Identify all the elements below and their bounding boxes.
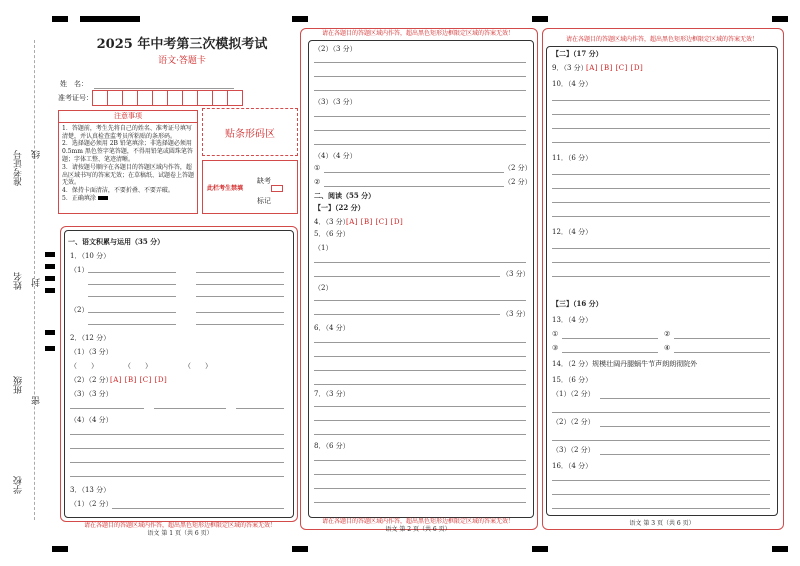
q13-label: 13．（4 分） [552, 316, 593, 324]
q3-label: 3．（13 分） [70, 486, 111, 494]
ticket-digit-box[interactable] [182, 90, 198, 106]
q9-label: 9．（3 分） [552, 64, 588, 72]
q5-2-label: （2） [314, 284, 333, 292]
q15-3-label: （3）（2 分） [552, 446, 595, 454]
answer-line[interactable] [236, 408, 284, 409]
q1-4-sub-label: （4）（4 分） [314, 152, 357, 160]
answer-line[interactable] [154, 408, 226, 409]
fill-example-label: 5．正确填涂 [62, 194, 96, 202]
answer-line[interactable] [314, 276, 500, 277]
answer-line[interactable] [674, 338, 770, 339]
page-footer: 语文 第 2 页（共 6 页） [385, 526, 451, 533]
q10-label: 10．（4 分） [552, 80, 593, 88]
answer-line[interactable] [314, 262, 526, 263]
absent-mark-label-2: 标记 [257, 197, 271, 205]
answer-line[interactable] [314, 342, 526, 343]
ticket-digit-box[interactable] [227, 90, 243, 106]
q2-1-paren[interactable]: （ ） [184, 362, 212, 370]
ticket-label: 准考证号： [58, 94, 93, 102]
filled-mark-icon [98, 196, 108, 200]
notice-item: 3．请按题号顺序在各题目的答题区域内作答，超出区域书写的答案无效；在草稿纸、试题卷上答题无效。 [62, 163, 195, 187]
alignment-mark [45, 276, 55, 281]
answer-line[interactable] [552, 216, 770, 217]
side-label-name: 姓名 [14, 272, 24, 290]
answer-line[interactable] [196, 296, 284, 297]
notice-box [58, 110, 198, 214]
answer-line[interactable] [88, 324, 176, 325]
side-label-ticket: 准考证号 [14, 150, 24, 186]
answer-line[interactable] [314, 62, 526, 63]
answer-line[interactable] [112, 508, 284, 509]
alignment-mark [532, 16, 548, 22]
q5-label: 5．（6 分） [314, 230, 350, 238]
q9-options[interactable]: [A] [B] [C] [D] [586, 64, 644, 72]
answer-line[interactable] [552, 100, 770, 101]
answer-line[interactable] [552, 276, 770, 277]
answer-line[interactable] [552, 508, 770, 509]
score-label: （2 分） [504, 178, 532, 186]
answer-line[interactable] [314, 502, 526, 503]
side-label-class: 班级 [14, 376, 24, 394]
q15-label: 15．（6 分） [552, 376, 593, 384]
answer-line[interactable] [324, 172, 504, 173]
answer-line[interactable] [674, 352, 770, 353]
q2-label: 2．（12 分） [70, 334, 111, 342]
side-label-seal: 封 [32, 278, 42, 287]
q16-label: 16．（4 分） [552, 462, 593, 470]
q3-1-label: （1）（2 分） [70, 500, 113, 508]
ticket-digit-box[interactable] [212, 90, 228, 106]
answer-line[interactable] [70, 462, 284, 463]
warning-header: 请在各题目的答题区域内作答，超出黑色矩形边框限定区域的答案无效！ [321, 30, 514, 37]
answer-line[interactable] [552, 480, 770, 481]
answer-line[interactable] [552, 174, 770, 175]
name-label: 姓 名： [60, 80, 88, 88]
ticket-digit-box[interactable] [152, 90, 168, 106]
q14-label: 14．（2 分）规模壮阔丹腿蜗牛节声朗朗彻院外 [552, 360, 698, 368]
score-label: （3 分） [502, 310, 530, 318]
alignment-mark [45, 330, 55, 335]
answer-line[interactable] [314, 434, 526, 435]
score-label: （3 分） [502, 270, 530, 278]
answer-line[interactable] [314, 130, 526, 131]
circle-2-label: ② [314, 178, 321, 186]
answer-line[interactable] [552, 440, 770, 441]
q2-1-paren[interactable]: （ ） [70, 362, 98, 370]
answer-line[interactable] [600, 398, 770, 399]
q13-c3-label: ③ [552, 344, 559, 352]
side-label-secret: 密 [32, 396, 42, 405]
alignment-mark [80, 16, 140, 22]
q13-c1-label: ① [552, 330, 559, 338]
answer-line[interactable] [314, 144, 526, 145]
name-field[interactable] [94, 88, 234, 89]
answer-line[interactable] [70, 448, 284, 449]
answer-line[interactable] [314, 356, 526, 357]
alignment-mark [772, 16, 788, 22]
q15-1-label: （1）（2 分） [552, 390, 595, 398]
part-2-title: 【二】（17 分） [552, 49, 603, 58]
answer-line[interactable] [314, 116, 526, 117]
ticket-digit-box[interactable] [122, 90, 138, 106]
ticket-number-boxes[interactable] [92, 90, 242, 106]
answer-line[interactable] [314, 406, 526, 407]
absent-mark-label-1: 缺考 [257, 177, 271, 185]
answer-line[interactable] [70, 408, 144, 409]
answer-line[interactable] [314, 90, 526, 91]
notice-item: 4．保持卡面清洁，不要折叠、不要弄破。 [62, 187, 174, 195]
q1-2-sub-label: （2）（3 分） [314, 45, 357, 53]
q2-2-options[interactable]: [A] [B] [C] [D] [110, 376, 168, 384]
q2-1-label: （1）（3 分） [70, 348, 113, 356]
answer-line[interactable] [600, 454, 770, 455]
notice-item: 1．答题前，考生先将自己的姓名、准考证号填写清楚，并认真检查监考员所粘贴的条形码。 [62, 124, 192, 140]
answer-line[interactable] [70, 434, 284, 435]
answer-line[interactable] [552, 114, 770, 115]
absent-checkbox[interactable] [271, 185, 283, 192]
answer-line[interactable] [196, 272, 284, 273]
answer-line[interactable] [88, 272, 176, 273]
alignment-mark [532, 546, 548, 552]
answer-line[interactable] [196, 284, 284, 285]
score-label: （2 分） [504, 164, 532, 172]
answer-line[interactable] [314, 420, 526, 421]
q2-4-label: （4）（4 分） [70, 416, 113, 424]
answer-line[interactable] [314, 384, 526, 385]
answer-line[interactable] [70, 476, 284, 477]
answer-line[interactable] [562, 338, 658, 339]
alignment-mark [45, 346, 55, 351]
answer-line[interactable] [88, 296, 176, 297]
part-1-title: 【一】（22 分） [314, 203, 365, 212]
alignment-mark [45, 252, 55, 257]
notice-fill-example [62, 195, 194, 203]
answer-line[interactable] [196, 312, 284, 313]
q12-label: 12．（4 分） [552, 228, 593, 236]
q5-1-label: （1） [314, 244, 333, 252]
absent-box [202, 160, 298, 214]
answer-line[interactable] [314, 474, 526, 475]
answer-line[interactable] [314, 314, 500, 315]
alignment-mark [52, 16, 68, 22]
ticket-digit-box[interactable] [197, 90, 213, 106]
section-2-title: 二、阅读（55 分） [314, 191, 376, 200]
ticket-digit-box[interactable] [137, 90, 153, 106]
page-footer: 语文 第 1 页（共 6 页） [147, 530, 213, 537]
q1-1-label: （1） [70, 266, 89, 274]
circle-1-label: ① [314, 164, 321, 172]
alignment-mark [45, 288, 55, 293]
alignment-mark [292, 546, 308, 552]
alignment-mark [52, 546, 68, 552]
answer-line[interactable] [88, 312, 176, 313]
ticket-digit-box[interactable] [107, 90, 123, 106]
answer-line[interactable] [600, 426, 770, 427]
side-label-school: 学校 [14, 476, 24, 494]
answer-line[interactable] [552, 248, 770, 249]
answer-box-col1-inner [64, 230, 294, 518]
answer-line[interactable] [314, 460, 526, 461]
q2-2-label: （2）（2 分） [70, 376, 113, 384]
answer-line[interactable] [324, 186, 504, 187]
notice-item: 2．选择题必须用 2B 铅笔填涂；非选择题必须用0.5mm 黑色签字笔答题，不得用铅笔或圆珠笔答题；字体工整、笔迹清晰。 [62, 140, 193, 163]
exam-title: 2025 年中考第三次模拟考试 [96, 37, 268, 52]
section-1-title: 一、语文积累与运用（35 分） [68, 237, 165, 246]
barcode-label: 贴条形码区 [225, 128, 275, 140]
q7-label: 7．（3 分） [314, 390, 350, 398]
q2-3-label: （3）（3 分） [70, 390, 113, 398]
q13-c4-label: ④ [664, 344, 671, 352]
q1-2-label: （2） [70, 306, 89, 314]
q2-1-paren[interactable]: （ ） [124, 362, 152, 370]
answer-line[interactable] [88, 284, 176, 285]
answer-line[interactable] [552, 262, 770, 263]
answer-line[interactable] [552, 142, 770, 143]
answer-line[interactable] [314, 76, 526, 77]
answer-line[interactable] [196, 324, 284, 325]
barcode-area [202, 108, 298, 156]
q11-label: 11．（6 分） [552, 154, 593, 162]
absent-warning: 此栏考生禁填 [207, 185, 244, 192]
q6-label: 6．（4 分） [314, 324, 350, 332]
ticket-digit-box[interactable] [167, 90, 183, 106]
answer-line[interactable] [314, 370, 526, 371]
answer-line[interactable] [552, 202, 770, 203]
answer-line[interactable] [552, 188, 770, 189]
answer-line[interactable] [314, 488, 526, 489]
q4-options[interactable]: [A] [B] [C] [D] [346, 218, 404, 226]
exam-subtitle: 语文·答题卡 [158, 56, 206, 66]
answer-line[interactable] [314, 300, 526, 301]
answer-line[interactable] [552, 412, 770, 413]
q8-label: 8．（6 分） [314, 442, 350, 450]
warning-footer: 请在各题目的答题区域内作答，超出黑色矩形边框限定区域的答案无效！ [321, 518, 514, 525]
notice-title: 注意事项 [59, 111, 197, 123]
alignment-mark [45, 264, 55, 269]
alignment-mark [772, 546, 788, 552]
alignment-mark [292, 16, 308, 22]
answer-line[interactable] [562, 352, 658, 353]
answer-line[interactable] [552, 128, 770, 129]
q1-label: 1．（10 分） [70, 252, 111, 260]
answer-line[interactable] [552, 494, 770, 495]
part-3-title: 【三】（16 分） [552, 299, 603, 308]
q15-2-label: （2）（2 分） [552, 418, 595, 426]
q13-c2-label: ② [664, 330, 671, 338]
warning-header: 请在各题目的答题区域内作答，超出黑色矩形边框限定区域的答案无效！ [565, 36, 758, 43]
page-footer: 语文 第 3 页（共 6 页） [629, 520, 695, 527]
q1-3-sub-label: （3）（3 分） [314, 98, 357, 106]
ticket-digit-box[interactable] [92, 90, 108, 106]
q4-label: 4．（3 分） [314, 218, 350, 226]
side-label-line: 线 [32, 150, 42, 159]
warning-footer: 请在各题目的答题区域内作答，超出黑色矩形边框限定区域的答案无效！ [83, 522, 276, 529]
